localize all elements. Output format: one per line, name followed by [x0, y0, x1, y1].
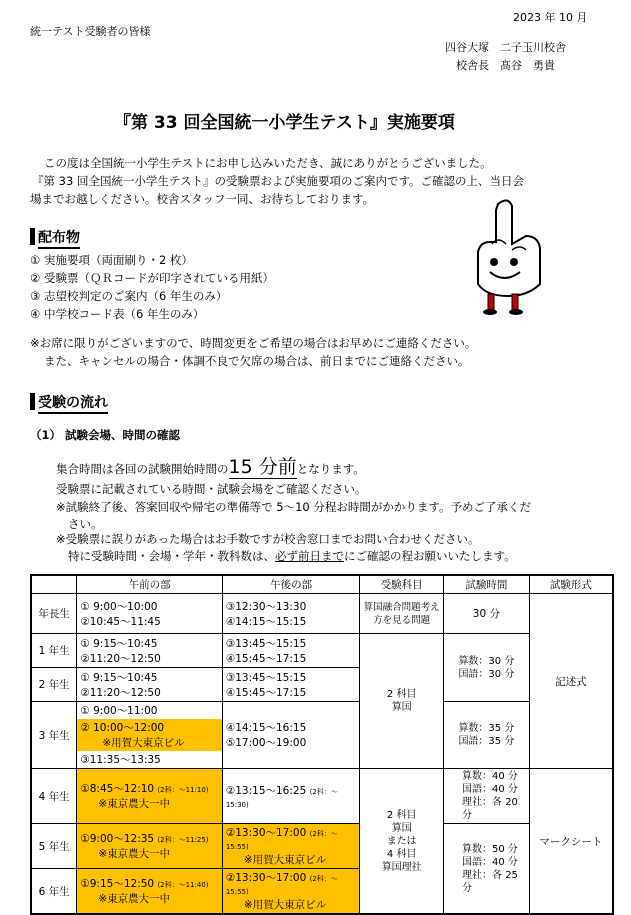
intro-line-2: 『第 33 回全国統一小学生テスト』の受験票および実施要項のご案内です。ご確認の上、当日会: [32, 174, 525, 188]
header-cell: [31, 575, 77, 594]
duration-line: 算数：30 分: [458, 655, 515, 667]
duration-cell: 30 分: [444, 594, 530, 634]
duration-line: 国語：35 分: [458, 736, 515, 747]
duration-line: 算数：35 分: [458, 723, 515, 734]
slot: ②13:15～16:25: [225, 784, 307, 797]
bullet-square-icon: [30, 228, 35, 245]
format-cell: マークシート: [529, 769, 613, 915]
slot: ②13:30～17:00: [225, 872, 307, 884]
subject-cell: 算国融合問題考え方を見る問題: [360, 594, 444, 634]
duration-line: 理社：各 25 分: [462, 869, 518, 894]
flow-para-4b: 必ず前日まで: [275, 549, 344, 563]
intro-line-3: 場までお越しください。校舎スタッフ一同、お待ちしております。: [30, 192, 375, 206]
pm-cell: [222, 668, 360, 702]
slot: ④14:15～15:15: [225, 615, 307, 628]
grade-cell: 5 年生: [31, 824, 77, 869]
distribution-heading-label: 配布物: [38, 230, 80, 249]
am-cell: [77, 594, 222, 634]
venue: ※用賀大東京ビル: [243, 899, 327, 911]
slot: ③11:35～13:35: [80, 754, 161, 766]
slot-note: (2科：～15:55): [225, 875, 338, 896]
slot: ①8:45～12:10: [80, 783, 155, 795]
flow-heading-label: 受験の流れ: [38, 395, 108, 414]
slot: ③13:45～15:15: [225, 671, 307, 684]
slot-note: (2科：～11:25): [157, 836, 209, 844]
flow-para-4c: にご確認の程お願いいたします。: [344, 549, 516, 563]
duration-line: 国語：30 分: [458, 668, 515, 680]
am-cell: [77, 869, 222, 915]
flow-subheading: （1） 試験会場、時間の確認: [30, 428, 181, 442]
slot: ① 9:00～11:00: [80, 705, 158, 717]
distribution-note-1: ※お席に限りがございますので、時間変更をご希望の場合はお早めにご連絡ください。: [30, 336, 477, 350]
principal-name: 校舎長 髙谷 勇貴: [456, 59, 555, 72]
meeting-minutes: 15 分前: [228, 456, 297, 478]
pm-cell: [222, 869, 360, 915]
slot-note: (2科：～11:10): [157, 786, 209, 794]
slot: ② 10:00～12:00: [80, 722, 165, 734]
am-cell: [77, 668, 222, 702]
school-name: 四谷大塚 二子玉川校舎: [445, 41, 566, 54]
grade-cell: 4 年生: [31, 769, 77, 824]
format-cell: 記述式: [529, 594, 613, 769]
subject-line: 算国: [391, 822, 412, 834]
flow-para-3: ※受験票に誤りがあった場合はお手数ですが校舎窓口までお問い合わせください。: [56, 532, 480, 546]
duration-line: 理社：各 20 分: [462, 797, 518, 821]
grade-cell: 6 年生: [31, 869, 77, 915]
flow-heading: [30, 392, 108, 412]
pm-cell: [222, 824, 360, 869]
table-row: [31, 634, 613, 668]
duration-cell: [444, 824, 530, 915]
list-item: ④ 中学校コード表（6 年生のみ）: [30, 307, 205, 321]
am-cell: [77, 824, 222, 869]
slot: ① 9:15～10:45: [80, 637, 158, 650]
grade-cell: 1 年生: [31, 634, 77, 668]
duration-line: 算数：50 分: [462, 843, 518, 855]
am-cell: [77, 769, 222, 824]
pm-cell: [222, 634, 360, 668]
page-title: 『第 33 回全国統一小学生テスト』実施要項: [114, 113, 455, 133]
intro-line-1: この度は全国統一小学生テストにお申し込みいただき、誠にありがとうございました。: [44, 156, 492, 170]
duration-cell: [444, 769, 530, 824]
table-row: [31, 769, 613, 824]
subject-line: 2 科目: [386, 689, 417, 700]
duration-line: 国語：40 分: [462, 856, 518, 868]
flow-para-2b: さい。: [68, 517, 103, 531]
duration-line: 国語：40 分: [462, 784, 518, 795]
duration-cell: [444, 702, 530, 769]
slot: ②10:45～11:45: [80, 615, 161, 628]
list-item: ③ 志望校判定のご案内（6 年生のみ）: [30, 289, 228, 303]
slot: ① 9:00～10:00: [80, 600, 158, 613]
flow-para-1: 受験票に記載されている時間・試験会場をご確認ください。: [56, 482, 367, 496]
grade-cell: 年長生: [31, 594, 77, 634]
header-cell: 午前の部: [77, 575, 222, 594]
venue: ※用賀大東京ビル: [243, 854, 327, 866]
date: 2023 年 10 月: [513, 11, 588, 24]
slot: ②11:20～12:50: [80, 686, 161, 699]
subject-cell: [360, 634, 444, 769]
list-item: ② 受験票（ＱＲコードが印字されている用紙）: [30, 271, 274, 285]
slot: ③12:30～13:30: [225, 600, 307, 613]
subject-line: 算国: [391, 702, 412, 713]
meeting-time-text: [56, 452, 365, 479]
table-row: [31, 594, 613, 634]
subject-cell: [360, 769, 444, 915]
flow-para-2: ※試験終了後、答案回収や帰宅の準備等で 5～10 分程お時間がかかります。予めご了承くだ: [56, 500, 531, 514]
table-row: [31, 824, 613, 869]
slot: ③13:45～15:15: [225, 637, 307, 650]
slot-note: (2科：～15:30): [225, 787, 338, 809]
duration-line: 算数：40 分: [462, 771, 518, 782]
flow-para-4a: 特に受験時間・会場・学年・教科数は、: [68, 549, 275, 563]
grade-cell: 3 年生: [31, 702, 77, 769]
meeting-post: となります。: [296, 462, 365, 476]
distribution-note-2: また、キャンセルの場合・体調不良で欠席の場合は、前日までにご連絡ください。: [44, 354, 470, 368]
pm-cell: [222, 702, 360, 769]
slot: ⑤17:00～19:00: [225, 737, 307, 749]
header-cell: 受験科目: [360, 575, 444, 594]
pm-cell: [222, 594, 360, 634]
subject-line: 算国理社: [381, 861, 422, 873]
foam-finger-mascot-icon: [468, 196, 550, 318]
duration-cell: [444, 634, 530, 702]
slot: ④14:15～16:15: [225, 722, 307, 734]
slot: ①9:00～12:35: [80, 833, 155, 845]
table-row: [31, 702, 613, 769]
am-cell: [77, 634, 222, 668]
subject-line: 2 科目: [386, 809, 417, 821]
venue: ※東京農大一中: [98, 798, 171, 810]
venue: ※東京農大一中: [98, 893, 171, 905]
grade-cell: 2 年生: [31, 668, 77, 702]
slot: ②13:30～17:00: [225, 827, 307, 839]
slot: ④15:45～17:15: [225, 686, 307, 699]
slot: ②11:20～12:50: [80, 652, 161, 665]
slot: ④15:45～17:15: [225, 652, 307, 665]
header-cell: 試験形式: [529, 575, 613, 594]
schedule-table: [30, 574, 614, 915]
venue: ※東京農大一中: [98, 848, 171, 860]
distribution-heading: [30, 227, 80, 247]
header-cell: 試験時間: [444, 575, 530, 594]
bullet-square-icon: [30, 393, 35, 410]
meeting-pre: 集合時間は各回の試験開始時間の: [56, 462, 229, 476]
slot: ① 9:15～10:45: [80, 671, 158, 684]
header-cell: 午後の部: [222, 575, 360, 594]
slot: ①9:15～12:50: [80, 878, 155, 890]
addressee: 統一テスト受験者の皆様: [30, 25, 151, 38]
slot-highlight: [77, 719, 221, 751]
table-header-row: [31, 575, 613, 594]
slot-note: (2科：～11:40): [157, 881, 209, 889]
flow-para-4: [68, 547, 516, 565]
pm-cell: [222, 769, 360, 824]
slot-note: (2科：～15:55): [225, 830, 338, 851]
subject-line: 4 科目: [386, 848, 417, 860]
subject-line: または: [386, 835, 417, 847]
venue: ※用賀大東京ビル: [102, 737, 185, 749]
list-item: ① 実施要項（両面刷り・2 枚）: [30, 253, 193, 267]
am-cell: [77, 702, 222, 769]
